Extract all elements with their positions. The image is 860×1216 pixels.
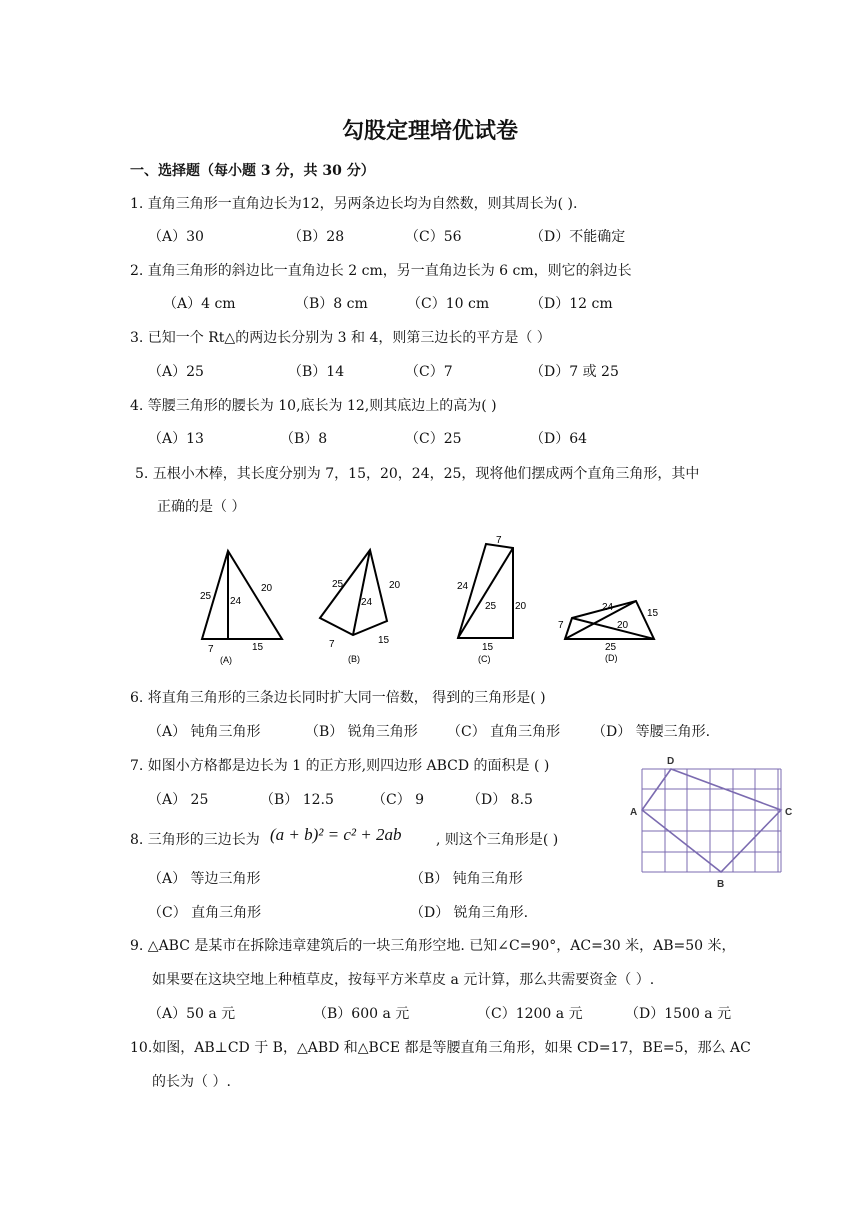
fig-b-label-2: 24 — [361, 597, 373, 608]
fig-a-caption: (A) — [220, 655, 232, 665]
q2-option-d: （D）12 cm — [530, 296, 613, 312]
q7-option-b: （B） 12.5 — [260, 792, 334, 808]
fig-c-diagonal — [458, 548, 513, 638]
fig-b-label-4: 7 — [329, 639, 335, 650]
q1-option-a: （A）30 — [148, 229, 204, 245]
q7-option-c: （C） 9 — [372, 792, 425, 808]
fig-a-label-5: 15 — [252, 642, 264, 653]
fig-a-triangle — [202, 551, 282, 639]
fig-d-label-2: 15 — [647, 608, 659, 619]
question-5-stem-cont: 正确的是（ ） — [157, 499, 246, 515]
q3-option-a: （A）25 — [148, 364, 204, 380]
q4-option-a: （A）13 — [148, 431, 204, 447]
fig-a-label-4: 7 — [208, 644, 214, 655]
fig-b-label-3: 20 — [389, 580, 401, 591]
q1-option-c: （C）56 — [405, 229, 462, 245]
fig-c-label-3: 25 — [485, 601, 497, 612]
q5-figures — [195, 532, 670, 667]
question-2-stem: 2. 直角三角形的斜边比一直角边长 2 cm，另一直角边长为 6 cm，则它的斜边长 — [130, 263, 632, 279]
q6-option-c: （C） 直角三角形 — [447, 724, 561, 740]
q2-option-c: （C）10 cm — [407, 296, 490, 312]
fig-d-label-1: 24 — [602, 602, 614, 613]
q7-option-a: （A） 25 — [148, 792, 209, 808]
vertex-label-d: D — [667, 756, 675, 767]
fig-b-caption: (B) — [348, 654, 360, 664]
fig-d-caption: (D) — [605, 653, 618, 663]
fig-c-label-2: 24 — [457, 581, 469, 592]
fig-b-label-5: 15 — [378, 635, 390, 646]
q8-option-b: （B） 钝角三角形 — [410, 871, 523, 887]
q4-option-d: （D）64 — [530, 431, 588, 447]
quadrilateral-abcd — [642, 769, 781, 872]
q2-option-a: （A）4 cm — [163, 296, 236, 312]
fig-c-label-5: 15 — [482, 642, 494, 653]
section-heading: 一、选择题（每小题 3 分，共 30 分） — [130, 163, 375, 179]
question-7-stem: 7. 如图小方格都是边长为 1 的正方形,则四边形 ABCD 的面积是 ( ) — [130, 758, 550, 774]
q7-grid-figure — [625, 752, 800, 892]
fig-d-label-5: 25 — [605, 642, 617, 653]
question-6-stem: 6. 将直角三角形的三条边长同时扩大同一倍数， 得到的三角形是( ) — [130, 690, 546, 706]
question-3-stem: 3. 已知一个 Rt△的两边长分别为 3 和 4，则第三边长的平方是（ ） — [130, 330, 551, 346]
question-1-stem: 1. 直角三角形一直角边长为12，另两条边长均为自然数，则其周长为( ). — [130, 196, 578, 212]
q9-option-a: （A）50 a 元 — [148, 1006, 236, 1022]
q6-option-d: （D） 等腰三角形. — [592, 724, 711, 740]
fig-d-label-3: 7 — [558, 620, 564, 631]
question-4-stem: 4. 等腰三角形的腰长为 10,底长为 12,则其底边上的高为( ) — [130, 398, 497, 414]
q4-option-c: （C）25 — [405, 431, 462, 447]
question-9-stem-cont: 如果要在这块空地上种植草皮，按每平方米草皮 a 元计算，那么共需要资金（ ）. — [152, 972, 655, 988]
question-8-stem-prefix: 8. 三角形的三边长为 — [130, 832, 260, 848]
question-9-stem: 9. △ABC 是某市在拆除违章建筑后的一块三角形空地. 已知∠C=90°，AC=30 米，AB=50 米， — [130, 938, 736, 954]
q9-option-b: （B）600 a 元 — [313, 1006, 410, 1022]
fig-c-label-4: 20 — [515, 601, 527, 612]
fig-a-label-1: 25 — [200, 591, 212, 602]
q3-option-d: （D）7 或 25 — [530, 364, 619, 380]
q4-option-b: （B）8 — [280, 431, 328, 447]
q8-option-d: （D） 锐角三角形. — [410, 905, 529, 921]
fig-b-shape — [320, 550, 387, 635]
fig-b-label-1: 25 — [332, 579, 344, 590]
q2-option-b: （B）8 cm — [295, 296, 368, 312]
q1-option-b: （B）28 — [288, 229, 345, 245]
q6-option-a: （A） 钝角三角形 — [148, 724, 261, 740]
fig-a-label-3: 20 — [261, 583, 273, 594]
q3-option-b: （B）14 — [288, 364, 345, 380]
fig-a-label-2: 24 — [230, 596, 242, 607]
vertex-label-b: B — [717, 879, 725, 890]
page-title: 勾股定理培优试卷 — [341, 118, 518, 144]
vertex-label-c: C — [785, 807, 793, 818]
q9-option-d: （D）1500 a 元 — [625, 1006, 732, 1022]
fig-c-caption: (C) — [478, 654, 491, 664]
question-5-stem: 5. 五根小木棒，其长度分别为 7，15，20，24，25，现将他们摆成两个直角三角形，其中 — [135, 466, 700, 482]
question-8-stem-suffix: , 则这个三角形是( ) — [436, 832, 559, 848]
q8-option-c: （C） 直角三角形 — [148, 905, 262, 921]
q1-option-d: （D）不能确定 — [530, 229, 626, 245]
q3-option-c: （C）7 — [405, 364, 453, 380]
q6-option-b: （B） 锐角三角形 — [305, 724, 418, 740]
q8-formula: (a + b)² = c² + 2ab — [270, 825, 402, 844]
question-10-stem-cont: 的长为（ ）. — [152, 1074, 231, 1090]
q7-option-d: （D） 8.5 — [467, 792, 533, 808]
fig-c-label-1: 7 — [496, 535, 502, 546]
fig-d-label-4: 20 — [617, 620, 629, 631]
question-10-stem: 10.如图，AB⊥CD 于 B，△ABD 和△BCE 都是等腰直角三角形，如果 CD=17，BE=5，那么 AC — [130, 1040, 751, 1056]
vertex-label-a: A — [630, 807, 638, 818]
q8-option-a: （A） 等边三角形 — [148, 871, 261, 887]
q9-option-c: （C）1200 a 元 — [477, 1006, 583, 1022]
